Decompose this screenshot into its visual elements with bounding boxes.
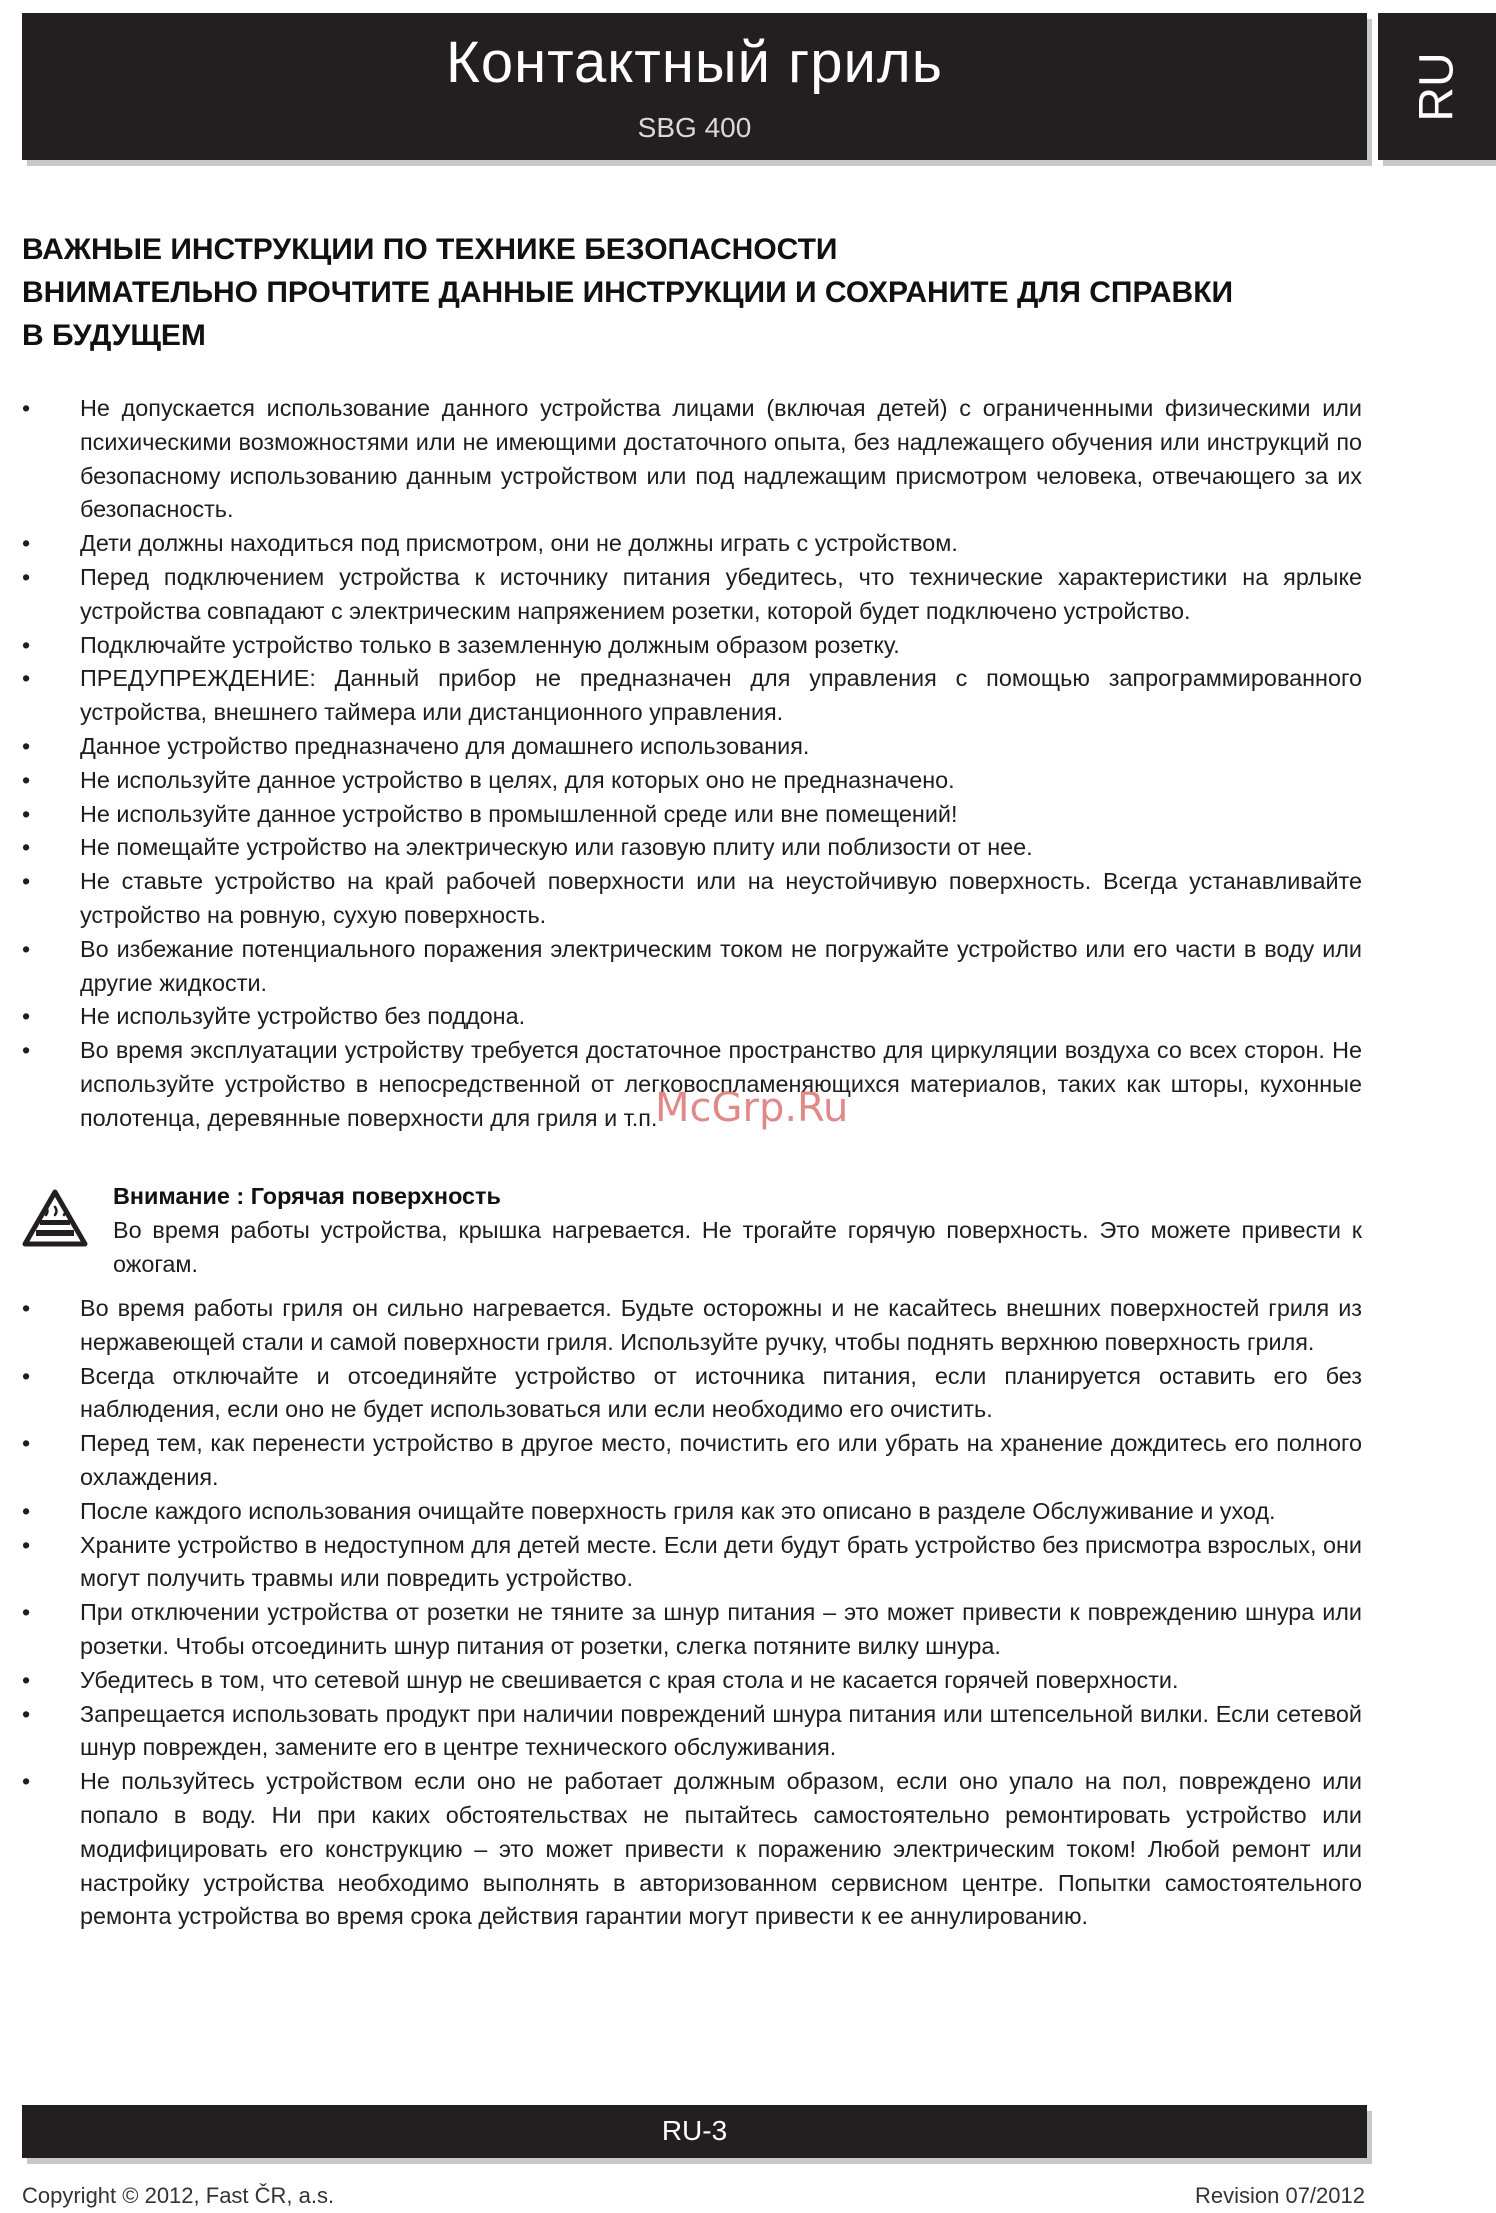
list-item: • При отключении устройства от розетки не тяните за шнур питания – это может привести к повреждению шнура или розетки. Чтобы отсоединить шнур питания от розетки, слегка потяните вилку шнура. — [22, 1596, 1362, 1664]
list-item: • Во время работы гриля он сильно нагревается. Будьте осторожны и не касайтесь внешних поверхностей гриля из нержавеющей стали и самой поверхности гриля. Используйте ручку, чтобы поднять верхнюю поверхность гриля. — [22, 1292, 1362, 1360]
copyright: Copyright © 2012, Fast ČR, a.s. — [22, 2183, 335, 2208]
list-item: • Данное устройство предназначено для домашнего использования. — [22, 730, 1362, 764]
header-bar — [22, 13, 1367, 160]
list-item: • Всегда отключайте и отсоединяйте устройство от источника питания, если планируется оставить его без наблюдения, если оно не будет использоваться или если необходимо его очистить. — [22, 1360, 1362, 1428]
list-item: • Не используйте данное устройство в промышленной среде или вне помещений! — [22, 798, 1362, 832]
hot-surface-warning-icon — [22, 1189, 88, 1247]
list-item: • Не ставьте устройство на край рабочей поверхности или на неустойчивую поверхность. Всегда устанавливайте устройство на ровную, сухую поверхность. — [22, 865, 1362, 933]
list-item: • Перед тем, как перенести устройство в другое место, почистить его или убрать на хранение дождитесь его полного охлаждения. — [22, 1427, 1362, 1495]
heading-line-2: ВНИМАТЕЛЬНО ПРОЧТИТЕ ДАННЫЕ ИНСТРУКЦИИ И СОХРАНИТЕ ДЛЯ СПРАВКИ — [22, 276, 1234, 309]
instructions-list-2 — [22, 1292, 1362, 1934]
list-item: • Убедитесь в том, что сетевой шнур не свешивается с края стола и не касается горячей поверхности. — [22, 1664, 1362, 1698]
page-number: RU-3 — [661, 2115, 728, 2146]
heading-line-3: В БУДУЩЕМ — [22, 319, 206, 352]
list-item: • Не пользуйтесь устройством если оно не работает должным образом, если оно упало на пол, повреждено или попало в воду. Ни при каких обстоятельствах не пытайтесь самостоятельно ремонтировать устройство или модифицировать его конструкцию – это может привести к поражению электрическим током! Любой ремонт или настройку устройства необходимо выполнять в авторизованном сервисном центре. Попытки самостоятельного ремонта устройства во время срока действия гарантии могут привести к ее аннулированию. — [22, 1765, 1362, 1934]
revision: Revision 07/2012 — [1194, 2183, 1365, 2208]
model-number: SBG 400 — [637, 112, 752, 143]
list-item: • Перед подключением устройства к источнику питания убедитесь, что технические характеристики на ярлыке устройства совпадают с электрическим напряжением розетки, которой будет подключено устройство. — [22, 561, 1362, 629]
list-item: • Дети должны находиться под присмотром, они не должны играть с устройством. — [22, 527, 1362, 561]
list-item: • Запрещается использовать продукт при наличии повреждений шнура питания или штепсельной вилки. Если сетевой шнур поврежден, замените его в центре технического обслуживания. — [22, 1698, 1362, 1766]
list-item: • Храните устройство в недоступном для детей месте. Если дети будут брать устройство без присмотра взрослых, они могут получить травмы или повредить устройство. — [22, 1529, 1362, 1597]
language-label: RU — [1410, 51, 1464, 122]
instructions-list-1 — [22, 392, 1362, 1136]
warning-text: Во время работы устройства, крышка нагревается. Не трогайте горячую поверхность. Это можете привести к ожогам. — [113, 1217, 1362, 1277]
warning-title: Внимание : Горячая поверхность — [113, 1183, 501, 1209]
list-item: • Подключайте устройство только в заземленную должным образом розетку. — [22, 629, 1362, 663]
footer-bar — [22, 2105, 1367, 2158]
list-item: • Не используйте данное устройство в целях, для которых оно не предназначено. — [22, 764, 1362, 798]
language-tab — [1378, 13, 1496, 160]
list-item: • После каждого использования очищайте поверхность гриля как это описано в разделе Обслуживание и уход. — [22, 1495, 1362, 1529]
page-title: Контактный гриль — [446, 30, 943, 95]
list-item: • Не допускается использование данного устройства лицами (включая детей) с ограниченными физическими или психическими возможностями или не имеющими достаточного опыта, без надлежащего обучения или инструкций по безопасному использованию данным устройством или под надлежащим присмотром человека, отвечающего за их безопасность. — [22, 392, 1362, 527]
list-item: • Во время эксплуатации устройству требуется достаточное пространство для циркуляции воздуха со всех сторон. Не используйте устройство в непосредственной от легковоспламеняющихся материалов, таких как шторы, кухонные полотенца, деревянные поверхности для гриля и т.п. — [22, 1034, 1362, 1135]
hot-surface-warning — [22, 1180, 1362, 1285]
list-item: • Не используйте устройство без поддона. — [22, 1000, 1362, 1034]
heading-line-1: ВАЖНЫЕ ИНСТРУКЦИИ ПО ТЕХНИКЕ БЕЗОПАСНОСТИ — [22, 233, 838, 266]
list-item: • ПРЕДУПРЕЖДЕНИЕ: Данный прибор не предназначен для управления с помощью запрограммированного устройства, внешнего таймера или дистанционного управления. — [22, 662, 1362, 730]
watermark: McGrp.Ru — [655, 1085, 849, 1131]
safety-heading — [22, 228, 1362, 357]
list-item: • Не помещайте устройство на электрическую или газовую плиту или поблизости от нее. — [22, 831, 1362, 865]
list-item: • Во избежание потенциального поражения электрическим током не погружайте устройство или его части в воду или другие жидкости. — [22, 933, 1362, 1001]
